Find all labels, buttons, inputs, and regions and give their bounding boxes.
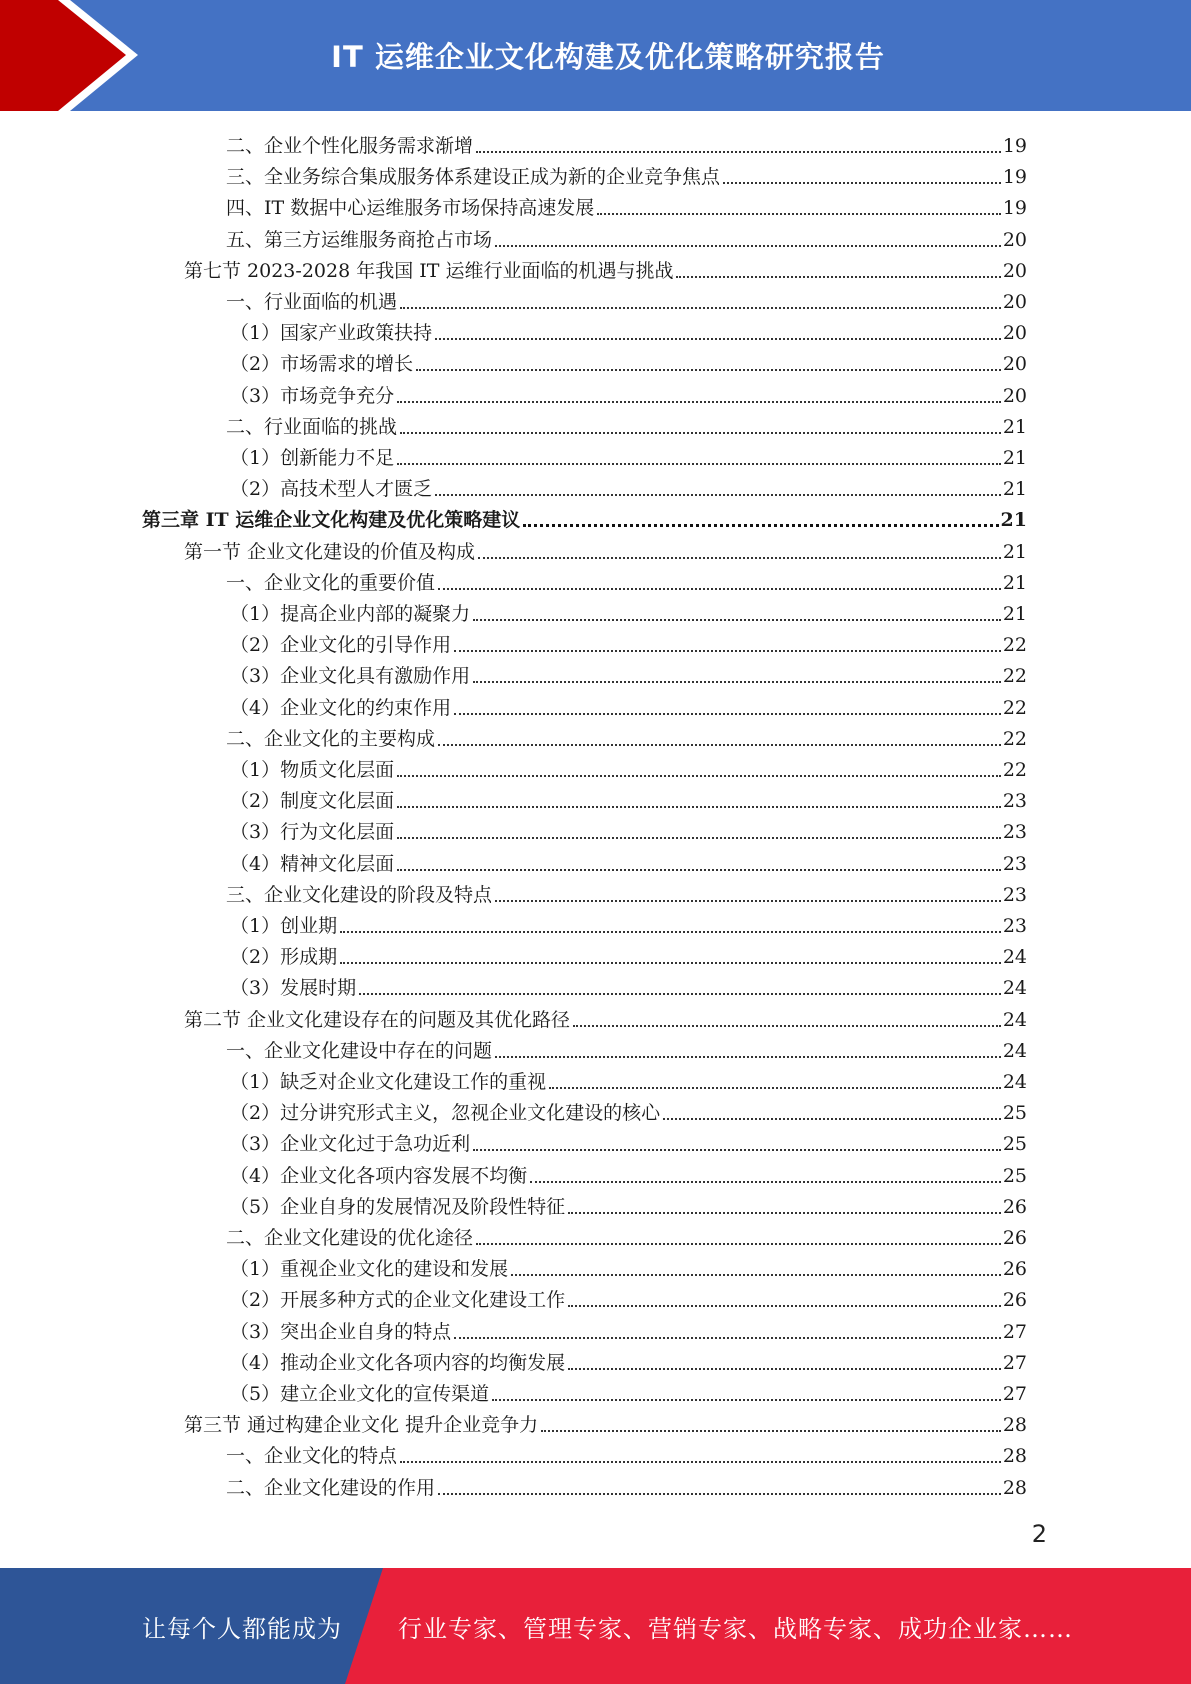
toc-entry-title: 第三章 IT 运维企业文化构建及优化策略建议 [142,509,521,532]
toc-dot-leader [340,931,1001,933]
toc-entry-title: （1）创业期 [230,915,338,937]
toc-entry-page: 20 [1002,291,1027,313]
toc-entry-title: （3）市场竞争充分 [230,384,395,407]
toc-entry[interactable] [230,377,1027,408]
toc-entry-title: 一、企业文化的重要价值 [226,571,436,594]
toc-entry-page: 24 [1002,1039,1027,1062]
toc-entry-title: 二、企业文化建设的作用 [226,1476,436,1499]
toc-dot-leader [438,588,1001,590]
toc-entry-title: （1）重视企业文化的建设和发展 [230,1258,509,1281]
toc-dot-leader [495,1056,1001,1058]
toc-entry-title: （3）企业文化过于急功近利 [230,1133,471,1156]
toc-entry[interactable] [230,751,1027,782]
toc-entry[interactable] [230,1125,1027,1156]
toc-entry[interactable] [226,189,1027,220]
toc-dot-leader [473,619,1001,621]
toc-entry[interactable] [226,1032,1027,1063]
toc-entry-page: 24 [1002,977,1027,1000]
toc-entry-title: （2）企业文化的引导作用 [230,634,452,657]
toc-entry[interactable] [226,1469,1027,1500]
toc-entry-title: （4）企业文化各项内容发展不均衡 [230,1164,528,1187]
toc-entry[interactable] [226,158,1027,189]
toc-entry[interactable] [230,1313,1027,1344]
toc-entry-title: 一、企业文化建设中存在的问题 [226,1039,493,1062]
toc-entry-page: 21 [1002,571,1027,594]
toc-entry-title: 二、行业面临的挑战 [226,415,398,438]
toc-entry[interactable] [226,564,1027,595]
toc-entry-page: 25 [1002,1133,1027,1156]
toc-dot-leader [495,245,1001,247]
toc-entry[interactable] [230,907,1027,938]
toc-entry[interactable] [226,876,1027,907]
toc-entry-page: 22 [1002,634,1027,657]
toc-entry[interactable] [230,1344,1027,1375]
toc-entry-title: （1）提高企业内部的凝聚力 [230,603,471,625]
toc-entry[interactable] [226,221,1027,252]
toc-chapter-entry[interactable] [142,501,1027,532]
toc-entry[interactable] [230,1157,1027,1188]
toc-dot-leader [438,1493,1001,1495]
toc-entry[interactable] [230,689,1027,720]
toc-entry-page: 21 [1002,540,1027,563]
toc-dot-leader [549,1087,1001,1089]
toc-dot-leader [511,1274,1001,1276]
toc-dot-leader [397,869,1001,871]
toc-entry[interactable] [230,1063,1027,1094]
toc-entry[interactable] [226,408,1027,439]
toc-dot-leader [400,1461,1001,1463]
toc-dot-leader [397,837,1001,839]
toc-entry[interactable] [226,127,1027,158]
toc-entry[interactable] [230,314,1027,345]
toc-entry-page: 26 [1002,1289,1027,1312]
toc-dot-leader [438,744,1001,746]
toc-dot-leader [473,681,1001,683]
toc-entry-page: 25 [1002,1164,1027,1187]
toc-entry-page: 22 [1002,696,1027,719]
toc-dot-leader [454,1337,1001,1339]
toc-dot-leader [359,993,1001,995]
toc-dot-leader [435,494,1001,496]
toc-entry-page: 21 [1000,509,1027,532]
toc-dot-leader [476,151,1001,153]
page-number: 2 [1031,1520,1047,1548]
toc-entry-title: 第一节 企业文化建设的价值及构成 [184,540,476,563]
toc-entry-page: 19 [1002,135,1027,157]
toc-entry-title: （1）缺乏对企业文化建设工作的重视 [230,1071,547,1093]
toc-entry-page: 22 [1002,665,1027,688]
toc-entry-page: 21 [1002,447,1027,469]
toc-entry-title: （1）国家产业政策扶持 [230,322,433,345]
toc-entry-page: 28 [1002,1445,1027,1468]
toc-entry-title: 二、企业个性化服务需求渐增 [226,135,474,157]
toc-entry-title: （4）精神文化层面 [230,852,395,875]
toc-entry-page: 21 [1002,603,1027,625]
toc-entry[interactable] [230,1281,1027,1312]
toc-entry[interactable] [230,1094,1027,1125]
footer-slogan-right: 行业专家、管理专家、营销专家、战略专家、成功企业家…… [398,1614,1073,1643]
toc-entry-title: （1）物质文化层面 [230,759,395,781]
toc-dot-leader [495,900,1001,902]
toc-section-entry[interactable] [184,533,1027,564]
toc-entry-page: 24 [1002,1008,1027,1031]
toc-dot-leader [473,1149,1001,1151]
toc-dot-leader [523,524,998,527]
toc-entry-title: （2）开展多种方式的企业文化建设工作 [230,1289,566,1312]
toc-section-entry[interactable] [184,1001,1027,1032]
toc-entry-page: 19 [1002,166,1027,189]
toc-entry-page: 28 [1002,1476,1027,1499]
toc-dot-leader [568,1305,1001,1307]
toc-entry[interactable] [230,938,1027,969]
toc-entry-title: （5）企业自身的发展情况及阶段性特征 [230,1195,566,1218]
toc-dot-leader [397,401,1001,403]
toc-dot-leader [435,338,1001,340]
toc-dot-leader [400,307,1001,309]
toc-entry-title: 第二节 企业文化建设存在的问题及其优化路径 [184,1008,571,1031]
toc-entry-page: 25 [1002,1102,1027,1125]
toc-entry-page: 24 [1002,1071,1027,1093]
toc-entry-title: （3）突出企业自身的特点 [230,1320,452,1343]
toc-entry-title: 二、企业文化的主要构成 [226,727,436,750]
toc-entry[interactable] [230,595,1027,626]
toc-dot-leader [478,557,1001,559]
toc-section-entry[interactable] [184,1406,1027,1437]
toc-entry[interactable] [230,1188,1027,1219]
toc-dot-leader [454,650,1001,652]
toc-entry-page: 27 [1002,1383,1027,1405]
toc-entry-title: 四、IT 数据中心运维服务市场保持高速发展 [226,197,595,220]
toc-entry-title: （2）高技术型人才匮乏 [230,478,433,501]
toc-entry[interactable] [230,1375,1027,1406]
toc-entry-title: 一、企业文化的特点 [226,1445,398,1468]
toc-entry-page: 27 [1002,1351,1027,1374]
toc-dot-leader [723,182,1001,184]
toc-entry-page: 20 [1002,384,1027,407]
toc-dot-leader [400,432,1001,434]
toc-dot-leader [568,1368,1001,1370]
document-title: IT 运维企业文化构建及优化策略研究报告 [331,40,885,74]
toc-entry[interactable] [230,470,1027,501]
toc-entry-title: 第三节 通过构建企业文化 提升企业竞争力 [184,1414,539,1437]
toc-entry-page: 20 [1002,259,1027,282]
toc-dot-leader [397,463,1001,465]
toc-dot-leader [397,806,1001,808]
toc-entry[interactable] [230,845,1027,876]
toc-entry-page: 23 [1002,790,1027,813]
toc-dot-leader [454,713,1001,715]
toc-entry[interactable] [230,782,1027,813]
toc-entry-page: 26 [1002,1258,1027,1281]
toc-dot-leader [530,1181,1001,1183]
toc-entry-page: 27 [1002,1320,1027,1343]
toc-entry-page: 19 [1002,197,1027,220]
toc-entry-title: （3）行为文化层面 [230,821,395,844]
toc-entry-title: （5）建立企业文化的宣传渠道 [230,1383,490,1405]
toc-entry-title: （2）市场需求的增长 [230,353,414,376]
toc-dot-leader [676,276,1000,278]
toc-entry[interactable] [230,439,1027,470]
toc-entry[interactable] [230,345,1027,376]
toc-entry[interactable] [226,720,1027,751]
toc-entry-title: （2）过分讲究形式主义，忽视企业文化建设的核心 [230,1102,661,1125]
toc-entry-page: 20 [1002,322,1027,345]
toc-dot-leader [476,1243,1001,1245]
toc-entry-title: （2）制度文化层面 [230,790,395,813]
toc-entry-page: 23 [1002,821,1027,844]
toc-entry-title: 三、企业文化建设的阶段及特点 [226,883,493,906]
toc-entry-page: 22 [1002,759,1027,781]
toc-entry-page: 21 [1002,415,1027,438]
toc-entry-page: 26 [1002,1195,1027,1218]
toc-entry-page: 28 [1002,1414,1027,1437]
toc-entry[interactable] [230,626,1027,657]
toc-entry-title: （2）形成期 [230,946,338,969]
page-header [0,0,1191,111]
toc-entry-page: 21 [1002,478,1027,501]
toc-entry-page: 26 [1002,1227,1027,1249]
toc-entry-title: 三、全业务综合集成服务体系建设正成为新的企业竞争焦点 [226,166,721,189]
toc-dot-leader [492,1399,1001,1401]
toc-entry-title: （1）创新能力不足 [230,447,395,469]
toc-dot-leader [597,213,1001,215]
toc-entry-page: 24 [1002,946,1027,969]
toc-entry[interactable] [230,657,1027,688]
toc-entry-title: 二、企业文化建设的优化途径 [226,1227,474,1249]
toc-entry[interactable] [230,969,1027,1000]
toc-section-entry[interactable] [184,252,1027,283]
toc-dot-leader [340,962,1001,964]
toc-dot-leader [573,1025,1001,1027]
toc-dot-leader [663,1118,1001,1120]
toc-entry-title: 第七节 2023-2028 年我国 IT 运维行业面临的机遇与挑战 [184,259,674,282]
toc-entry-title: （4）企业文化的约束作用 [230,696,452,719]
toc-dot-leader [397,775,1001,777]
toc-dot-leader [416,369,1001,371]
toc-entry-page: 20 [1002,353,1027,376]
toc-entry-title: 五、第三方运维服务商抢占市场 [226,228,493,251]
toc-entry[interactable] [230,813,1027,844]
toc-entry-page: 22 [1002,727,1027,750]
page-footer [0,1568,1191,1684]
toc-entry-page: 23 [1002,852,1027,875]
toc-entry-title: （4）推动企业文化各项内容的均衡发展 [230,1351,566,1374]
toc-entry[interactable] [226,1437,1027,1468]
toc-entry-page: 23 [1002,915,1027,937]
toc-entry-page: 20 [1002,228,1027,251]
footer-slogan-left: 让每个人都能成为 [142,1614,342,1643]
toc-entry[interactable] [226,1219,1027,1250]
toc-dot-leader [568,1212,1001,1214]
toc-entry[interactable] [226,283,1027,314]
toc-entry-title: （3）发展时期 [230,977,357,1000]
toc-entry-title: （3）企业文化具有激励作用 [230,665,471,688]
toc-entry-title: 一、行业面临的机遇 [226,291,398,313]
toc-dot-leader [541,1430,1001,1432]
toc-entry-page: 23 [1002,883,1027,906]
toc-entry[interactable] [230,1250,1027,1281]
